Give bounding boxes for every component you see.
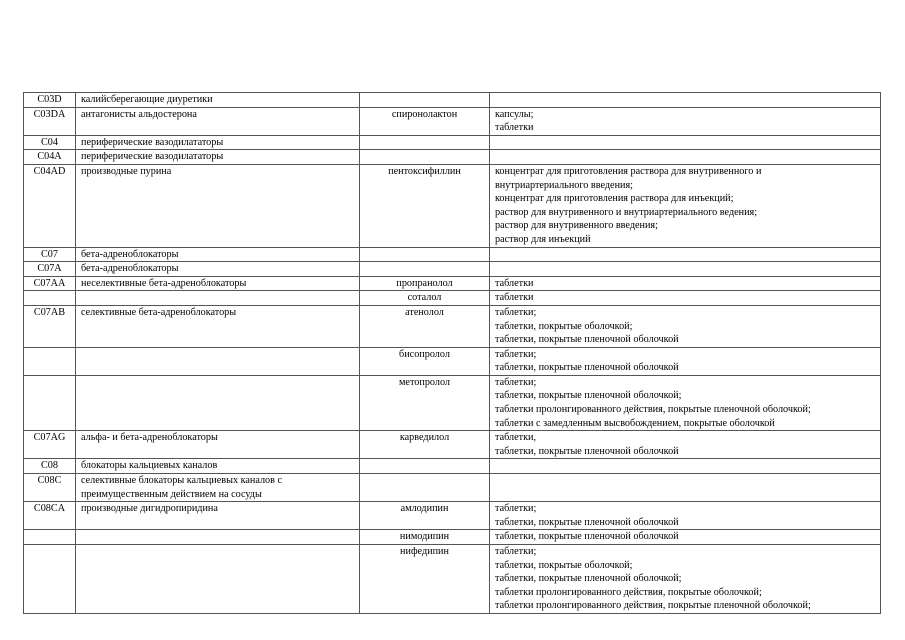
drug-name-cell: соталол <box>360 291 490 306</box>
table-row <box>24 164 881 247</box>
atc-code-cell <box>24 375 76 430</box>
atc-code-cell: C04AD <box>24 164 76 247</box>
atc-code-cell <box>24 347 76 375</box>
pharmacological-group-cell: бета-адреноблокаторы <box>76 247 360 262</box>
drug-name-cell <box>360 150 490 165</box>
pharmacological-group-cell <box>76 375 360 430</box>
dosage-forms-cell <box>490 93 881 108</box>
drug-name-cell: атенолол <box>360 305 490 347</box>
table-row <box>24 247 881 262</box>
table-row <box>24 276 881 291</box>
table-row <box>24 502 881 530</box>
pharmacological-group-cell: альфа- и бета-адреноблокаторы <box>76 431 360 459</box>
drug-name-cell: спиронолактон <box>360 107 490 135</box>
atc-code-cell <box>24 291 76 306</box>
pharmacological-group-cell: периферические вазодилататоры <box>76 135 360 150</box>
drug-name-cell <box>360 474 490 502</box>
atc-code-cell: C03DA <box>24 107 76 135</box>
pharmacological-group-cell <box>76 530 360 545</box>
drug-name-cell: карведилол <box>360 431 490 459</box>
table-row <box>24 150 881 165</box>
dosage-form-line: раствор для внутривенного введения; <box>495 220 658 232</box>
pharmacological-group-cell: производные пурина <box>76 164 360 247</box>
dosage-form-line: капсулы; <box>495 108 534 120</box>
table-row <box>24 305 881 347</box>
dosage-form-line: таблетки, покрытые оболочкой; <box>495 320 633 332</box>
dosage-form-line: таблетки; <box>495 546 537 557</box>
drug-name-cell: нифедипин <box>360 545 490 614</box>
dosage-form-line: таблетки, покрытые пленочной оболочкой; <box>495 573 682 585</box>
dosage-form-line: таблетки <box>495 122 534 134</box>
drug-name-cell: метопролол <box>360 375 490 430</box>
dosage-form-line: концентрат для приготовления раствора для внутривенного и <box>495 165 762 177</box>
dosage-forms-cell <box>490 291 881 306</box>
dosage-form-line: таблетки, покрытые пленочной оболочкой <box>495 516 679 528</box>
table-row <box>24 291 881 306</box>
atc-code-cell: C07A <box>24 262 76 277</box>
dosage-forms-cell <box>490 150 881 165</box>
dosage-form-line: раствор для инъекций <box>495 233 591 245</box>
pharmacological-group-cell: селективные блокаторы кальциевых каналов с преимущественным действием на сосуды <box>76 474 360 502</box>
drug-name-cell <box>360 93 490 108</box>
table-row <box>24 459 881 474</box>
dosage-forms-cell <box>490 459 881 474</box>
table-row <box>24 135 881 150</box>
atc-code-cell: C07 <box>24 247 76 262</box>
dosage-form-line: таблетки, покрытые оболочкой; <box>495 559 633 571</box>
dosage-form-line: таблетки, <box>495 432 537 444</box>
drug-name-cell <box>360 459 490 474</box>
dosage-forms-cell <box>490 431 881 459</box>
dosage-form-line: таблетки пролонгированного действия, покрытые пленочной оболочкой; <box>495 404 811 416</box>
table-row <box>24 375 881 430</box>
dosage-forms-cell <box>490 530 881 545</box>
atc-code-cell: C08CA <box>24 502 76 530</box>
atc-code-cell: C04 <box>24 135 76 150</box>
dosage-forms-cell <box>490 305 881 347</box>
table-row <box>24 262 881 277</box>
drug-table <box>23 92 881 614</box>
drug-name-cell <box>360 247 490 262</box>
dosage-form-line: таблетки, покрытые пленочной оболочкой <box>495 445 679 457</box>
table-row <box>24 431 881 459</box>
pharmacological-group-cell: неселективные бета-адреноблокаторы <box>76 276 360 291</box>
atc-code-cell <box>24 530 76 545</box>
dosage-form-line: таблетки; <box>495 503 537 515</box>
drug-name-cell: нимодипин <box>360 530 490 545</box>
dosage-form-line: таблетки с замедленным высвобождением, покрытые оболочкой <box>495 417 775 429</box>
atc-code-cell <box>24 545 76 614</box>
dosage-form-line: концентрат для приготовления раствора для инъекций; <box>495 193 734 205</box>
dosage-form-line: таблетки, покрытые пленочной оболочкой <box>495 362 679 374</box>
drug-name-cell: амлодипин <box>360 502 490 530</box>
drug-name-cell <box>360 262 490 277</box>
dosage-form-line: таблетки пролонгированного действия, покрытые оболочкой; <box>495 586 762 598</box>
pharmacological-group-cell: селективные бета-адреноблокаторы <box>76 305 360 347</box>
atc-code-cell: C07AB <box>24 305 76 347</box>
table-row <box>24 107 881 135</box>
dosage-form-line: внутриартериального введения; <box>495 179 634 191</box>
pharmacological-group-cell: бета-адреноблокаторы <box>76 262 360 277</box>
dosage-form-line: таблетки; <box>495 376 537 388</box>
dosage-form-line: таблетки, покрытые пленочной оболочкой; <box>495 390 682 402</box>
drug-name-cell: пентоксифиллин <box>360 164 490 247</box>
table-row <box>24 545 881 614</box>
table-row <box>24 474 881 502</box>
atc-code-cell: C07AG <box>24 431 76 459</box>
pharmacological-group-cell: калийсберегающие диуретики <box>76 93 360 108</box>
pharmacological-group-cell: антагонисты альдостерона <box>76 107 360 135</box>
dosage-form-line: таблетки; <box>495 306 537 318</box>
table-row <box>24 347 881 375</box>
dosage-forms-cell <box>490 545 881 614</box>
pharmacological-group-cell <box>76 291 360 306</box>
pharmacological-group-cell <box>76 347 360 375</box>
pharmacological-group-cell: блокаторы кальциевых каналов <box>76 459 360 474</box>
dosage-forms-cell <box>490 502 881 530</box>
dosage-form-line: таблетки; <box>495 348 537 360</box>
table-body <box>24 93 881 614</box>
dosage-form-line: таблетки пролонгированного действия, покрытые пленочной оболочкой; <box>495 600 811 612</box>
pharmacological-group-cell: периферические вазодилататоры <box>76 150 360 165</box>
atc-code-cell: C07AA <box>24 276 76 291</box>
dosage-forms-cell <box>490 347 881 375</box>
atc-code-cell: C03D <box>24 93 76 108</box>
dosage-forms-cell <box>490 262 881 277</box>
atc-code-cell: C04A <box>24 150 76 165</box>
dosage-forms-cell <box>490 247 881 262</box>
dosage-forms-cell <box>490 135 881 150</box>
dosage-form-line: таблетки <box>495 292 534 304</box>
dosage-forms-cell <box>490 375 881 430</box>
table-row <box>24 93 881 108</box>
drug-name-cell: бисопролол <box>360 347 490 375</box>
dosage-forms-cell <box>490 107 881 135</box>
pharmacological-group-cell: производные дигидропиридина <box>76 502 360 530</box>
drug-name-cell <box>360 135 490 150</box>
dosage-forms-cell <box>490 276 881 291</box>
drug-name-cell: пропранолол <box>360 276 490 291</box>
atc-code-cell: C08C <box>24 474 76 502</box>
pharmacological-group-cell <box>76 545 360 614</box>
dosage-form-line: таблетки, покрытые пленочной оболочкой <box>495 531 679 543</box>
dosage-forms-cell <box>490 164 881 247</box>
dosage-forms-cell <box>490 474 881 502</box>
atc-code-cell: C08 <box>24 459 76 474</box>
dosage-form-line: таблетки, покрытые пленочной оболочкой <box>495 334 679 346</box>
dosage-form-line: таблетки <box>495 277 534 289</box>
table-row <box>24 530 881 545</box>
dosage-form-line: раствор для внутривенного и внутриартериального ведения; <box>495 206 758 218</box>
